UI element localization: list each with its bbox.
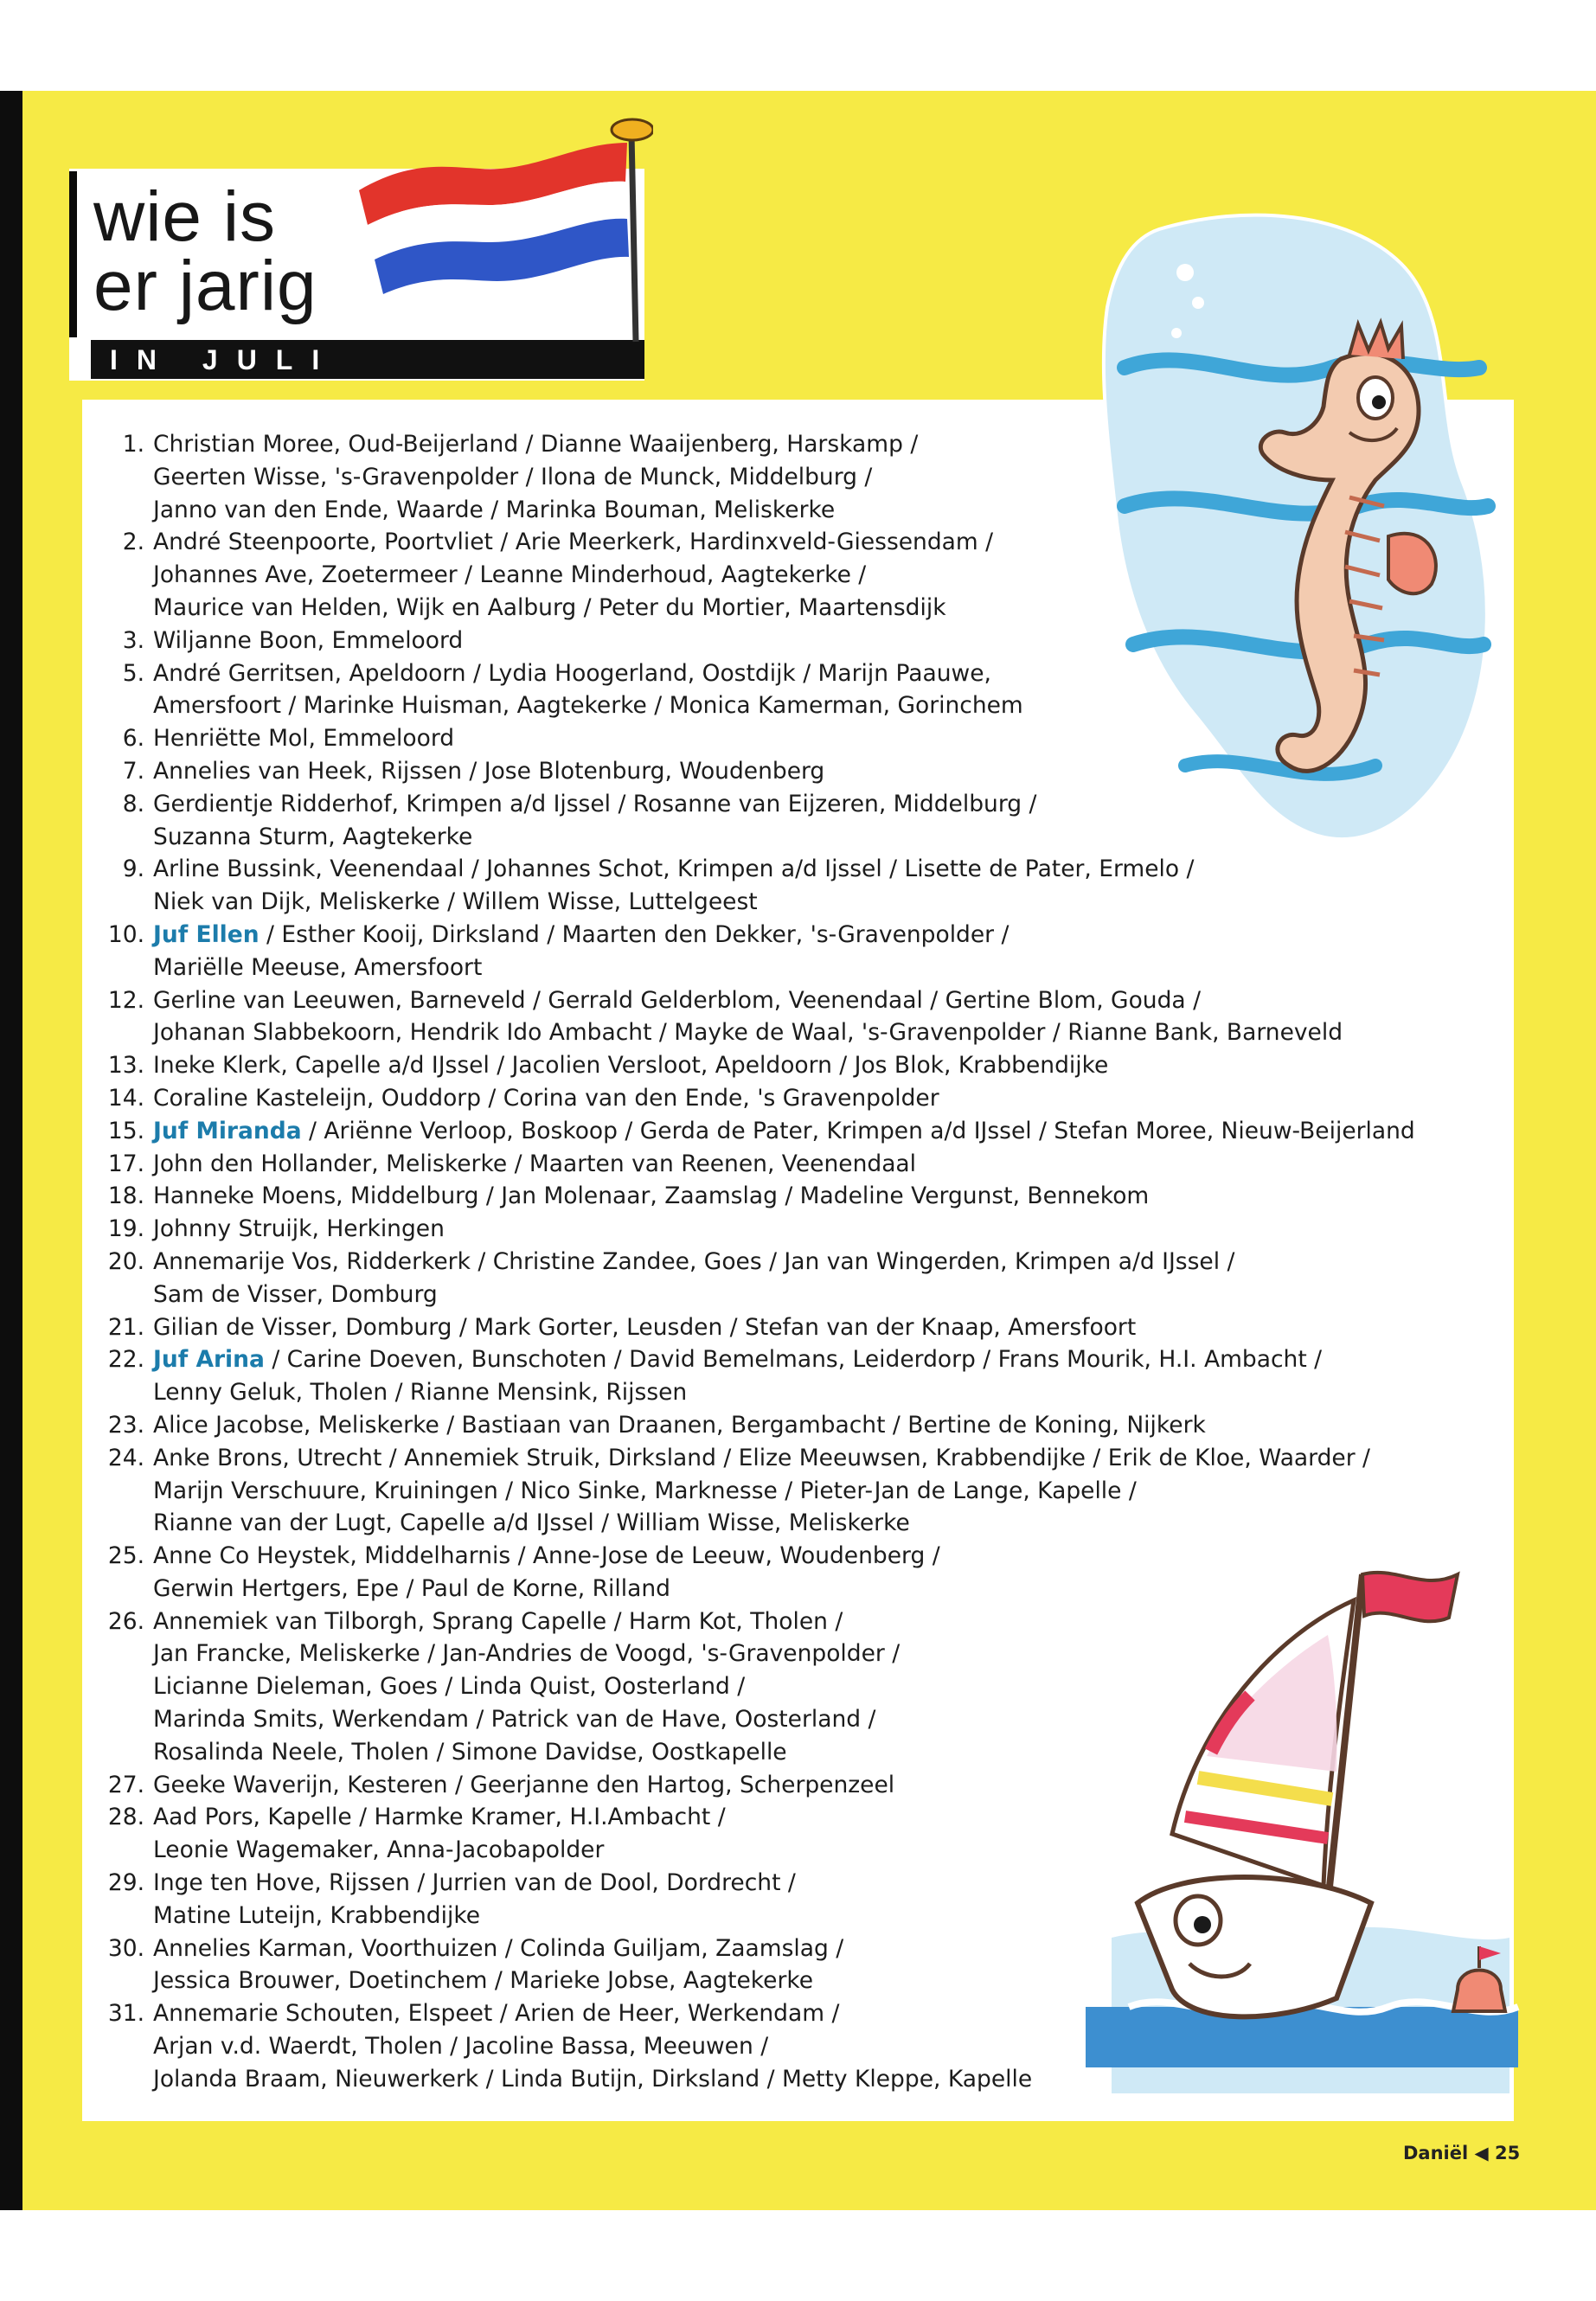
page-number: 25 bbox=[1494, 2143, 1521, 2163]
entry-line bbox=[153, 952, 1009, 984]
entry-names bbox=[153, 1997, 1032, 2095]
entry-names bbox=[153, 1180, 1149, 1213]
entry-day: 3. bbox=[122, 626, 144, 654]
birthday-list bbox=[97, 428, 1415, 2096]
entry-line bbox=[153, 1670, 900, 1703]
entry-day: 28. bbox=[107, 1804, 144, 1831]
entry-text: Marijn Verschuure, Kruiningen / Nico Sinke, Marknesse / Pieter-Jan de Lange, Kapelle / bbox=[153, 1477, 1137, 1504]
entry-names bbox=[153, 1867, 796, 1932]
entry-names bbox=[153, 1540, 940, 1606]
entry-day: 15. bbox=[107, 1117, 144, 1144]
entry-names bbox=[153, 788, 1036, 854]
entry-text: Mariëlle Meeuse, Amersfoort bbox=[153, 953, 483, 981]
birthday-entry bbox=[97, 1343, 1415, 1409]
entry-line bbox=[153, 1867, 796, 1900]
birthday-entry bbox=[97, 1442, 1415, 1540]
entry-names bbox=[153, 1148, 916, 1181]
entry-names bbox=[153, 657, 1023, 723]
birthday-entry bbox=[97, 919, 1415, 984]
entry-text: Coraline Kasteleijn, Ouddorp / Corina van den Ende, 's Gravenpolder bbox=[153, 1084, 939, 1112]
birthday-entry bbox=[97, 1148, 1415, 1181]
birthday-entry bbox=[97, 428, 1415, 526]
page-footer bbox=[1403, 2143, 1520, 2163]
entry-names bbox=[153, 1115, 1415, 1148]
entry-day: 19. bbox=[107, 1215, 144, 1243]
teacher-name: Juf Miranda bbox=[153, 1117, 302, 1144]
entry-text: Marinda Smits, Werkendam / Patrick van de Have, Oosterland / bbox=[153, 1706, 876, 1734]
entry-text: Annelies van Heek, Rijssen / Jose Blotenburg, Woudenberg bbox=[153, 757, 825, 785]
entry-names bbox=[153, 1932, 843, 1998]
entry-text: Arline Bussink, Veenendaal / Johannes Schot, Krimpen a/d Ijssel / Lisette de Pater, Ermelo / bbox=[153, 856, 1195, 883]
entry-line bbox=[153, 1409, 1206, 1442]
entry-text: Janno van den Ende, Waarde / Marinka Bouman, Meliskerke bbox=[153, 496, 836, 523]
entry-line bbox=[153, 1115, 1415, 1148]
entry-line bbox=[153, 1965, 843, 1997]
entry-line bbox=[153, 461, 918, 494]
entry-day: 13. bbox=[107, 1052, 144, 1080]
birthday-entry bbox=[97, 1213, 1415, 1246]
entry-line bbox=[153, 2063, 1032, 2096]
birthday-entry bbox=[97, 526, 1415, 624]
birthday-entry bbox=[97, 788, 1415, 854]
entry-text: Jessica Brouwer, Doetinchem / Marieke Jobse, Aagtekerke bbox=[153, 1967, 814, 1995]
birthday-entry bbox=[97, 1997, 1415, 2095]
entry-line bbox=[153, 755, 824, 788]
entry-line bbox=[153, 625, 463, 657]
birthday-entry bbox=[97, 625, 1415, 657]
birthday-entry bbox=[97, 1115, 1415, 1148]
entry-line bbox=[153, 1540, 940, 1573]
entry-text: Rianne van der Lugt, Capelle a/d IJssel / William Wisse, Meliskerke bbox=[153, 1509, 910, 1537]
entry-line bbox=[153, 1703, 900, 1736]
entry-names bbox=[153, 625, 463, 657]
entry-day: 8. bbox=[122, 790, 144, 817]
birthday-entry bbox=[97, 1246, 1415, 1311]
entry-line bbox=[153, 1148, 916, 1181]
entry-day: 5. bbox=[122, 659, 144, 687]
entry-line bbox=[153, 1573, 940, 1606]
entry-text: Wiljanne Boon, Emmeloord bbox=[153, 626, 464, 654]
entry-text: Hanneke Moens, Middelburg / Jan Molenaar, Zaamslag / Madeline Vergunst, Bennekom bbox=[153, 1183, 1150, 1210]
entry-day: 18. bbox=[107, 1183, 144, 1210]
entry-text: Maurice van Helden, Wijk en Aalburg / Peter du Mortier, Maartensdijk bbox=[153, 593, 946, 621]
entry-names bbox=[153, 722, 454, 755]
arrow-icon: ◀ bbox=[1474, 2143, 1489, 2163]
entry-day: 29. bbox=[107, 1869, 144, 1897]
entry-text: Gerline van Leeuwen, Barneveld / Gerrald Gelderblom, Veenendaal / Gertine Blom, Gouda / bbox=[153, 986, 1202, 1014]
entry-text: Alice Jacobse, Meliskerke / Bastiaan van Draanen, Bergambacht / Bertine de Koning, Nijkerk bbox=[153, 1411, 1206, 1439]
entry-line bbox=[153, 1900, 796, 1932]
entry-day: 9. bbox=[122, 856, 144, 883]
birthday-entry bbox=[97, 755, 1415, 788]
entry-names bbox=[153, 1442, 1370, 1540]
entry-text: Aad Pors, Kapelle / Harmke Kramer, H.I.Ambacht / bbox=[153, 1804, 726, 1831]
entry-text: Niek van Dijk, Meliskerke / Willem Wisse, Luttelgeest bbox=[153, 888, 758, 916]
entry-line bbox=[153, 1213, 445, 1246]
entry-line bbox=[153, 1311, 1136, 1344]
entry-names bbox=[153, 428, 918, 526]
birthday-entry bbox=[97, 1540, 1415, 1606]
entry-line bbox=[153, 1475, 1370, 1508]
entry-day: 27. bbox=[107, 1771, 144, 1798]
entry-text: Annemarije Vos, Ridderkerk / Christine Zandee, Goes / Jan van Wingerden, Krimpen a/d IJssel / bbox=[153, 1247, 1235, 1275]
entry-day: 24. bbox=[107, 1444, 144, 1471]
entry-line bbox=[153, 559, 993, 592]
page-spine bbox=[0, 91, 22, 2210]
entry-day: 7. bbox=[122, 757, 144, 785]
birthday-entry bbox=[97, 1801, 1415, 1867]
entry-line bbox=[153, 689, 1023, 722]
entry-text: Ineke Klerk, Capelle a/d IJssel / Jacolien Versloot, Apeldoorn / Jos Blok, Krabbendijke bbox=[153, 1052, 1109, 1080]
entry-line bbox=[153, 1082, 939, 1115]
entry-line bbox=[153, 919, 1009, 952]
month-label: IN JULI bbox=[110, 344, 339, 375]
entry-text: Lenny Geluk, Tholen / Rianne Mensink, Rijssen bbox=[153, 1379, 688, 1407]
entry-text: Arjan v.d. Waerdt, Tholen / Jacoline Bassa, Meeuwen / bbox=[153, 2033, 769, 2061]
entry-text: / Ariënne Verloop, Boskoop / Gerda de Pater, Krimpen a/d IJssel / Stefan Moree, Nieuw-Beijerland bbox=[301, 1117, 1415, 1144]
entry-names bbox=[153, 1606, 900, 1769]
entry-line bbox=[153, 1834, 726, 1867]
entry-line bbox=[153, 1997, 1032, 2030]
entry-line bbox=[153, 1343, 1322, 1376]
birthday-entry bbox=[97, 853, 1415, 919]
birthday-entry bbox=[97, 1180, 1415, 1213]
entry-text: Jolanda Braam, Nieuwerkerk / Linda Butijn, Dirksland / Metty Kleppe, Kapelle bbox=[153, 2065, 1033, 2093]
entry-line bbox=[153, 1442, 1370, 1475]
birthday-entry bbox=[97, 1311, 1415, 1344]
entry-names bbox=[153, 1082, 939, 1115]
entry-line bbox=[153, 2030, 1032, 2063]
entry-text: Gerdientje Ridderhof, Krimpen a/d Ijssel / Rosanne van Eijzeren, Middelburg / bbox=[153, 790, 1037, 817]
entry-text: Suzanna Sturm, Aagtekerke bbox=[153, 823, 473, 850]
birthday-entry bbox=[97, 722, 1415, 755]
entry-text: Johannes Ave, Zoetermeer / Leanne Minderhoud, Aagtekerke / bbox=[153, 561, 867, 589]
entry-day: 26. bbox=[107, 1607, 144, 1635]
birthday-entry bbox=[97, 1932, 1415, 1998]
entry-text: Annemarie Schouten, Elspeet / Arien de Heer, Werkendam / bbox=[153, 2000, 840, 2028]
entry-text: Christian Moree, Oud-Beijerland / Dianne Waaijenberg, Harskamp / bbox=[153, 431, 919, 458]
entry-names bbox=[153, 1769, 894, 1802]
entry-line bbox=[153, 1376, 1322, 1409]
entry-names bbox=[153, 526, 993, 624]
entry-text: Rosalinda Neele, Tholen / Simone Davidse, Oostkapelle bbox=[153, 1738, 787, 1766]
entry-line bbox=[153, 1016, 1343, 1049]
entry-names bbox=[153, 853, 1194, 919]
entry-day: 23. bbox=[107, 1411, 144, 1439]
entry-names bbox=[153, 919, 1009, 984]
entry-line bbox=[153, 657, 1023, 690]
entry-day: 1. bbox=[122, 431, 144, 458]
entry-day: 22. bbox=[107, 1346, 144, 1374]
entry-day: 31. bbox=[107, 2000, 144, 2028]
entry-names bbox=[153, 1343, 1322, 1409]
entry-text: Geerten Wisse, 's-Gravenpolder / Ilona de Munck, Middelburg / bbox=[153, 463, 873, 490]
entry-text: Gerwin Hertgers, Epe / Paul de Korne, Rilland bbox=[153, 1574, 670, 1602]
entry-names bbox=[153, 1213, 445, 1246]
entry-day: 14. bbox=[107, 1084, 144, 1112]
entry-day: 30. bbox=[107, 1934, 144, 1962]
entry-day: 21. bbox=[107, 1313, 144, 1341]
birthday-entry bbox=[97, 1049, 1415, 1082]
entry-line bbox=[153, 494, 918, 527]
entry-names bbox=[153, 984, 1343, 1050]
entry-line bbox=[153, 1801, 726, 1834]
entry-line bbox=[153, 1932, 843, 1965]
birthday-entry bbox=[97, 1867, 1415, 1932]
entry-names bbox=[153, 1801, 726, 1867]
entry-line bbox=[153, 984, 1343, 1017]
entry-line bbox=[153, 1180, 1149, 1213]
teacher-name: Juf Ellen bbox=[153, 920, 260, 948]
entry-day: 2. bbox=[122, 529, 144, 556]
teacher-name: Juf Arina bbox=[153, 1346, 265, 1374]
magazine-name: Daniël bbox=[1403, 2143, 1469, 2163]
entry-text: Licianne Dieleman, Goes / Linda Quist, Oosterland / bbox=[153, 1673, 746, 1701]
entry-day: 10. bbox=[107, 920, 144, 948]
entry-day: 17. bbox=[107, 1150, 144, 1177]
entry-line bbox=[153, 1507, 1370, 1540]
entry-line bbox=[153, 1769, 894, 1802]
entry-day: 12. bbox=[107, 986, 144, 1014]
title-accent-bar bbox=[69, 171, 77, 337]
entry-text: Johanan Slabbekoorn, Hendrik Ido Ambacht / Mayke de Waal, 's-Gravenpolder / Rianne Bank, Barneveld bbox=[153, 1019, 1343, 1047]
entry-line bbox=[153, 722, 454, 755]
entry-names bbox=[153, 755, 824, 788]
entry-text: John den Hollander, Meliskerke / Maarten van Reenen, Veenendaal bbox=[153, 1150, 917, 1177]
title-line-1: wie is bbox=[93, 177, 277, 256]
entry-line bbox=[153, 592, 993, 625]
entry-text: Johnny Struijk, Herkingen bbox=[153, 1215, 445, 1243]
birthday-entry bbox=[97, 1082, 1415, 1115]
entry-line bbox=[153, 788, 1036, 821]
entry-text: Inge ten Hove, Rijssen / Jurrien van de Dool, Dordrecht / bbox=[153, 1869, 796, 1897]
entry-line bbox=[153, 1606, 900, 1638]
entry-text: Geeke Waverijn, Kesteren / Geerjanne den Hartog, Scherpenzeel bbox=[153, 1771, 895, 1798]
entry-day: 25. bbox=[107, 1542, 144, 1570]
title-line-2: er jarig bbox=[93, 247, 317, 325]
entry-day: 20. bbox=[107, 1247, 144, 1275]
entry-names bbox=[153, 1409, 1206, 1442]
entry-text: Annelies Karman, Voorthuizen / Colinda Guiljam, Zaamslag / bbox=[153, 1934, 844, 1962]
entry-text: André Gerritsen, Apeldoorn / Lydia Hoogerland, Oostdijk / Marijn Paauwe, bbox=[153, 659, 991, 687]
entry-text: Matine Luteijn, Krabbendijke bbox=[153, 1901, 481, 1929]
entry-names bbox=[153, 1246, 1234, 1311]
entry-text: Leonie Wagemaker, Anna-Jacobapolder bbox=[153, 1836, 605, 1864]
entry-line bbox=[153, 853, 1194, 886]
entry-text: / Carine Doeven, Bunschoten / David Bemelmans, Leiderdorp / Frans Mourik, H.I. Ambacht / bbox=[264, 1346, 1323, 1374]
birthday-entry bbox=[97, 984, 1415, 1050]
entry-line bbox=[153, 1279, 1234, 1311]
entry-line bbox=[153, 526, 993, 559]
birthday-entry bbox=[97, 1606, 1415, 1769]
entry-text: Sam de Visser, Domburg bbox=[153, 1280, 438, 1308]
entry-line bbox=[153, 1736, 900, 1769]
entry-text: Amersfoort / Marinke Huisman, Aagtekerke / Monica Kamerman, Gorinchem bbox=[153, 692, 1023, 720]
entry-text: Anne Co Heystek, Middelharnis / Anne-Jose de Leeuw, Woudenberg / bbox=[153, 1542, 940, 1570]
entry-text: Henriëtte Mol, Emmeloord bbox=[153, 725, 455, 753]
entry-text: André Steenpoorte, Poortvliet / Arie Meerkerk, Hardinxveld-Giessendam / bbox=[153, 529, 994, 556]
entry-text: Jan Francke, Meliskerke / Jan-Andries de Voogd, 's-Gravenpolder / bbox=[153, 1640, 901, 1668]
entry-day: 6. bbox=[122, 725, 144, 753]
entry-text: Annemiek van Tilborgh, Sprang Capelle / Harm Kot, Tholen / bbox=[153, 1607, 843, 1635]
entry-names bbox=[153, 1311, 1136, 1344]
entry-text: Anke Brons, Utrecht / Annemiek Struik, Dirksland / Elize Meeuwsen, Krabbendijke / Erik de Kloe, Waarder / bbox=[153, 1444, 1370, 1471]
entry-line bbox=[153, 1049, 1108, 1082]
birthday-entry bbox=[97, 1409, 1415, 1442]
dutch-flag-icon bbox=[342, 108, 653, 350]
entry-line bbox=[153, 1638, 900, 1670]
entry-line bbox=[153, 821, 1036, 854]
entry-line bbox=[153, 1246, 1234, 1279]
entry-text: Gilian de Visser, Domburg / Mark Gorter, Leusden / Stefan van der Knaap, Amersfoort bbox=[153, 1313, 1137, 1341]
entry-line bbox=[153, 428, 918, 461]
birthday-entry bbox=[97, 657, 1415, 723]
entry-line bbox=[153, 886, 1194, 919]
birthday-entry bbox=[97, 1769, 1415, 1802]
entry-names bbox=[153, 1049, 1108, 1082]
entry-text: / Esther Kooij, Dirksland / Maarten den Dekker, 's-Gravenpolder / bbox=[259, 920, 1010, 948]
